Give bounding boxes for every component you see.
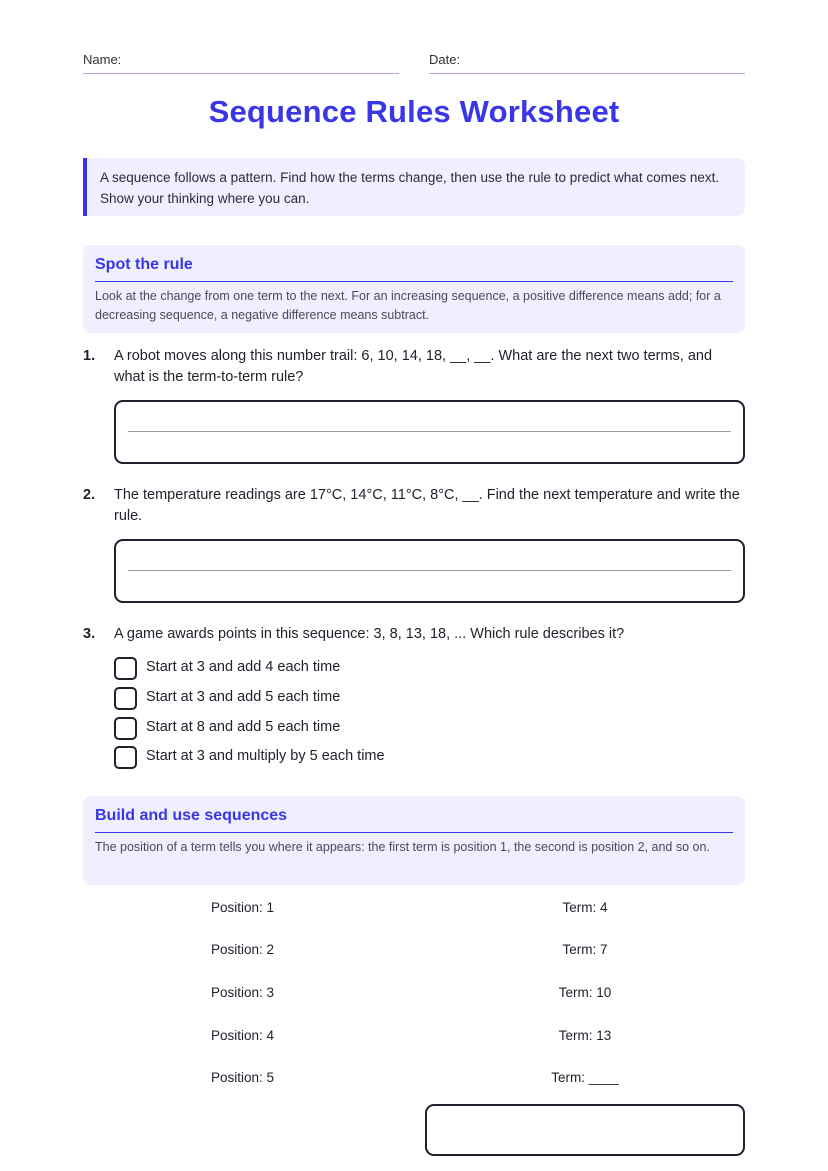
checkbox[interactable] bbox=[114, 657, 137, 680]
position-label: Position: 4 bbox=[211, 1028, 275, 1043]
question-text: A robot moves along this number trail: 6, 10, 14, 18, __, __. What are the next two terms, and what is the term-to-term rule? bbox=[114, 348, 713, 385]
position-label: Position: 3 bbox=[211, 985, 275, 1000]
question-number: 1. bbox=[83, 348, 96, 364]
answer-box-final[interactable] bbox=[425, 1104, 745, 1156]
name-field[interactable] bbox=[83, 52, 399, 74]
term-label: Term: 7 bbox=[562, 942, 608, 957]
header-row bbox=[83, 52, 745, 74]
question-text: A game awards points in this sequence: 3, 8, 13, 18, ... Which rule describes it? bbox=[114, 626, 625, 642]
answer-line bbox=[128, 431, 731, 432]
sequence-row bbox=[0, 1070, 828, 1090]
sequence-row bbox=[0, 942, 828, 962]
position-label: Position: 5 bbox=[211, 1070, 275, 1085]
answer-box-1[interactable] bbox=[114, 400, 745, 464]
name-label: Name: bbox=[83, 52, 122, 67]
checkbox[interactable] bbox=[114, 687, 137, 710]
choice-label: Start at 3 and multiply by 5 each time bbox=[146, 748, 385, 764]
position-label: Position: 1 bbox=[211, 900, 275, 915]
checkbox[interactable] bbox=[114, 746, 137, 769]
section-spot-the-rule bbox=[83, 245, 745, 333]
position-label: Position: 2 bbox=[211, 942, 275, 957]
choice-label: Start at 3 and add 5 each time bbox=[146, 689, 341, 705]
section-build-and-use-sequences bbox=[83, 796, 745, 885]
section-title: Spot the rule bbox=[95, 255, 733, 282]
answer-line bbox=[128, 570, 731, 571]
sequence-row bbox=[0, 1028, 828, 1048]
term-label: Term: 10 bbox=[558, 985, 612, 1000]
date-label: Date: bbox=[429, 52, 461, 67]
question-number: 2. bbox=[83, 487, 96, 503]
term-label: Term: ____ bbox=[551, 1070, 619, 1085]
question-text: The temperature readings are 17°C, 14°C, 11°C, 8°C, __. Find the next temperature and write the rule. bbox=[114, 487, 740, 524]
sequence-row bbox=[0, 900, 828, 920]
section-title: Build and use sequences bbox=[95, 806, 733, 833]
term-label: Term: 4 bbox=[562, 900, 608, 915]
choice-label: Start at 8 and add 5 each time bbox=[146, 719, 341, 735]
section-description: The position of a term tells you where it appears: the first term is position 1, the second is position 2, and so on. bbox=[95, 840, 710, 854]
intro-callout: A sequence follows a pattern. Find how the terms change, then use the rule to predict what comes next. Show your thinking where you can. bbox=[83, 158, 745, 216]
question-number: 3. bbox=[83, 626, 96, 642]
section-description: Look at the change from one term to the next. For an increasing sequence, a positive difference means add; for a decreasing sequence, a negative difference means subtract. bbox=[95, 289, 721, 322]
sequence-row bbox=[0, 985, 828, 1005]
checkbox[interactable] bbox=[114, 717, 137, 740]
page-title: Sequence Rules Worksheet bbox=[208, 94, 620, 129]
choice-label: Start at 3 and add 4 each time bbox=[146, 659, 341, 675]
term-label: Term: 13 bbox=[558, 1028, 612, 1043]
date-field[interactable] bbox=[429, 52, 745, 74]
answer-box-2[interactable] bbox=[114, 539, 745, 603]
